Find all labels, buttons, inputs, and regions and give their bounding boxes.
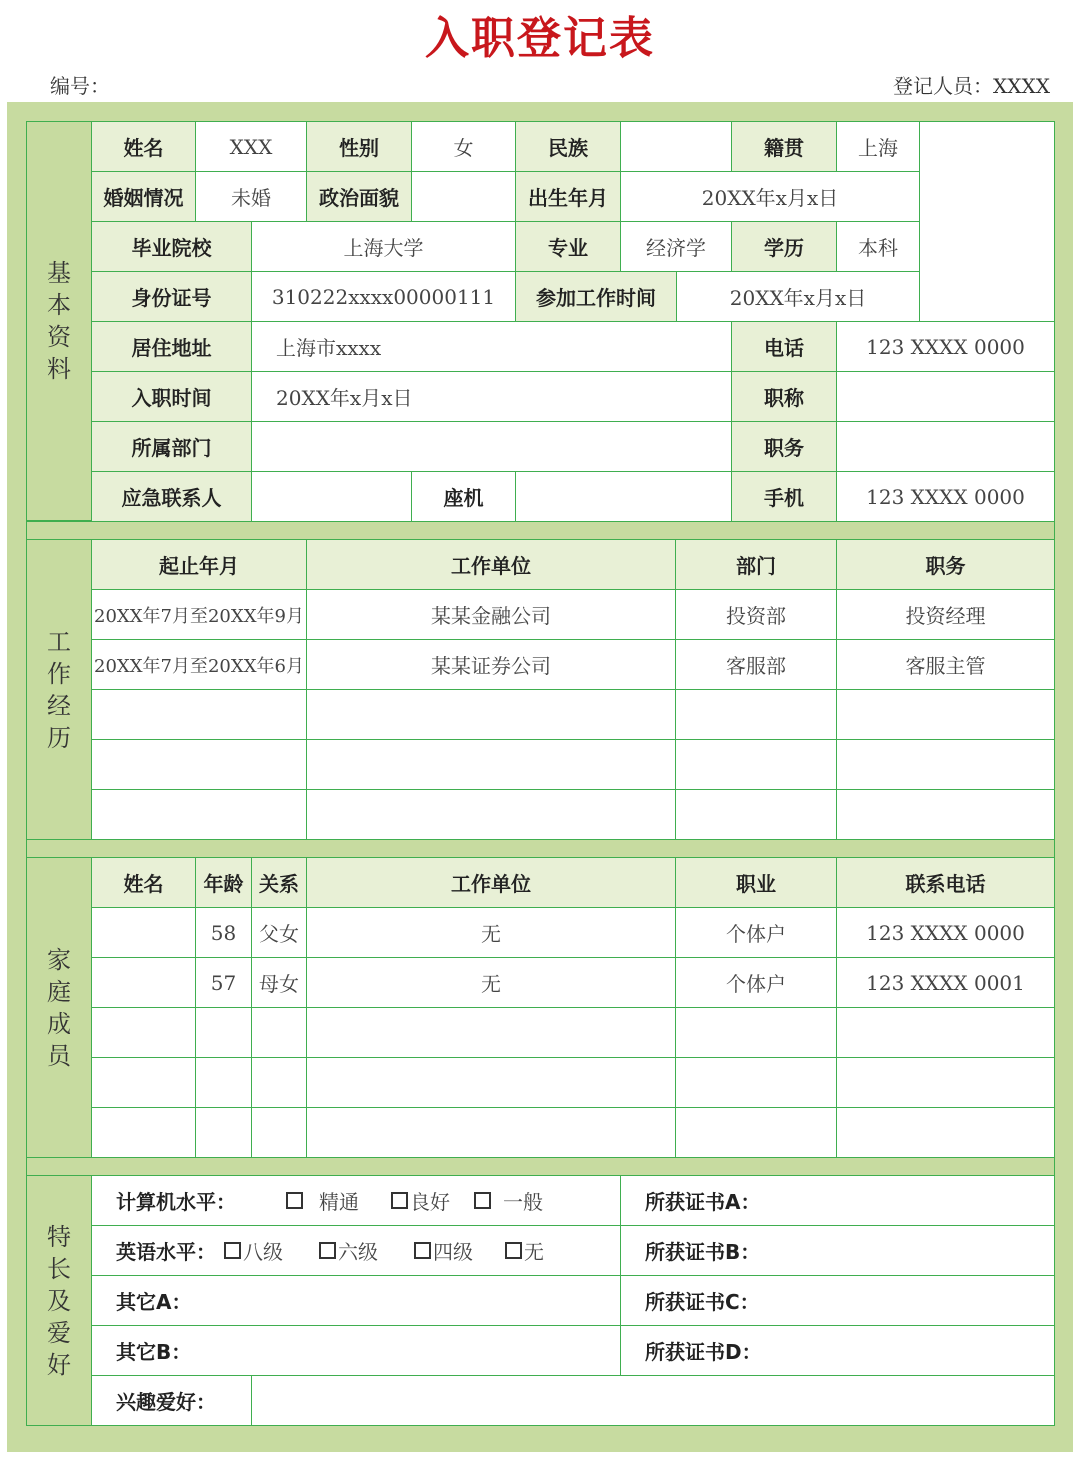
work-company[interactable]: 某某金融公司 bbox=[306, 589, 676, 640]
computer-option-average[interactable]: 一般 bbox=[474, 1186, 543, 1215]
family-name[interactable] bbox=[91, 1107, 196, 1158]
family-header-occupation: 职业 bbox=[675, 857, 837, 908]
position-label: 职务 bbox=[731, 421, 837, 472]
landline-label: 座机 bbox=[411, 471, 516, 522]
family-age[interactable] bbox=[195, 1107, 252, 1158]
mobile-label: 手机 bbox=[731, 471, 837, 522]
name-value[interactable]: XXX bbox=[195, 121, 307, 172]
work-period[interactable] bbox=[91, 789, 307, 840]
work-dept[interactable]: 客服部 bbox=[675, 639, 837, 690]
work-position[interactable] bbox=[836, 789, 1055, 840]
photo-area[interactable] bbox=[919, 121, 1055, 322]
family-company[interactable] bbox=[306, 1057, 676, 1108]
work-dept[interactable] bbox=[675, 689, 837, 740]
work-position[interactable] bbox=[836, 689, 1055, 740]
dept-value[interactable] bbox=[251, 421, 732, 472]
family-relation[interactable] bbox=[251, 1057, 307, 1108]
work-header-company: 工作单位 bbox=[306, 539, 676, 590]
family-name[interactable] bbox=[91, 907, 196, 958]
section-divider bbox=[26, 521, 1055, 540]
major-label: 专业 bbox=[515, 221, 621, 272]
family-age[interactable] bbox=[195, 1057, 252, 1108]
workstart-value[interactable]: 20XX年x月x日 bbox=[676, 271, 920, 322]
work-dept[interactable] bbox=[675, 739, 837, 790]
gender-label: 性别 bbox=[306, 121, 412, 172]
work-dept[interactable]: 投资部 bbox=[675, 589, 837, 640]
computer-option-expert[interactable]: 精通 bbox=[286, 1186, 359, 1215]
checkbox-icon[interactable] bbox=[224, 1242, 241, 1259]
family-occupation[interactable]: 个体户 bbox=[675, 907, 837, 958]
family-name[interactable] bbox=[91, 1007, 196, 1058]
native-value[interactable]: 上海 bbox=[836, 121, 920, 172]
english-level-label: 英语水平： bbox=[116, 1240, 216, 1264]
family-name[interactable] bbox=[91, 1057, 196, 1108]
checkbox-icon[interactable] bbox=[286, 1192, 303, 1209]
school-value[interactable]: 上海大学 bbox=[251, 221, 516, 272]
work-company[interactable] bbox=[306, 739, 676, 790]
emergency-label: 应急联系人 bbox=[91, 471, 252, 522]
family-company[interactable]: 无 bbox=[306, 907, 676, 958]
work-position[interactable]: 客服主管 bbox=[836, 639, 1055, 690]
landline-value[interactable] bbox=[515, 471, 732, 522]
title-value[interactable] bbox=[836, 371, 1055, 422]
family-relation[interactable]: 母女 bbox=[251, 957, 307, 1008]
computer-level-row bbox=[91, 1175, 621, 1226]
english-option-4[interactable]: 四级 bbox=[414, 1236, 473, 1265]
section-divider bbox=[26, 1157, 1055, 1176]
registrar-label: 登记人员： bbox=[893, 74, 994, 98]
english-option-6[interactable]: 六级 bbox=[319, 1236, 378, 1265]
family-company[interactable] bbox=[306, 1107, 676, 1158]
phone-value[interactable]: 123 XXXX 0000 bbox=[836, 321, 1055, 372]
registrar bbox=[893, 70, 1050, 99]
family-phone[interactable] bbox=[836, 1057, 1055, 1108]
school-label: 毕业院校 bbox=[91, 221, 252, 272]
family-company[interactable]: 无 bbox=[306, 957, 676, 1008]
id-value[interactable]: 310222xxxx00000111 bbox=[251, 271, 516, 322]
english-level-row bbox=[91, 1225, 621, 1276]
birth-label: 出生年月 bbox=[515, 171, 621, 222]
english-option-8[interactable]: 八级 bbox=[224, 1236, 283, 1265]
checkbox-icon[interactable] bbox=[505, 1242, 522, 1259]
work-company[interactable]: 某某证券公司 bbox=[306, 639, 676, 690]
family-header-phone: 联系电话 bbox=[836, 857, 1055, 908]
ethnicity-value[interactable] bbox=[620, 121, 732, 172]
address-value[interactable]: 上海市xxxx bbox=[251, 321, 732, 372]
work-position[interactable] bbox=[836, 739, 1055, 790]
family-relation[interactable]: 父女 bbox=[251, 907, 307, 958]
english-option-none[interactable]: 无 bbox=[505, 1236, 544, 1265]
work-position[interactable]: 投资经理 bbox=[836, 589, 1055, 640]
native-label: 籍贯 bbox=[731, 121, 837, 172]
political-label: 政治面貌 bbox=[306, 171, 412, 222]
family-header-relation: 关系 bbox=[251, 857, 307, 908]
family-occupation[interactable] bbox=[675, 1057, 837, 1108]
checkbox-icon[interactable] bbox=[391, 1192, 408, 1209]
entry-value[interactable]: 20XX年x月x日 bbox=[251, 371, 732, 422]
checkbox-icon[interactable] bbox=[319, 1242, 336, 1259]
other-a-row[interactable]: 其它A： bbox=[91, 1275, 621, 1326]
registrar-value: XXXX bbox=[993, 74, 1050, 98]
work-period[interactable]: 20XX年7月至20XX年9月 bbox=[91, 589, 307, 640]
computer-option-good[interactable]: 良好 bbox=[391, 1186, 450, 1215]
number-label: 编号： bbox=[50, 74, 110, 98]
work-period[interactable] bbox=[91, 689, 307, 740]
family-age[interactable] bbox=[195, 1007, 252, 1058]
section-basic: 基 本 资 料 bbox=[26, 121, 92, 521]
family-phone[interactable] bbox=[836, 1107, 1055, 1158]
political-value[interactable] bbox=[411, 171, 516, 222]
entry-label: 入职时间 bbox=[91, 371, 252, 422]
family-phone[interactable]: 123 XXXX 0000 bbox=[836, 907, 1055, 958]
other-b-row[interactable]: 其它B： bbox=[91, 1325, 621, 1376]
mobile-value[interactable]: 123 XXXX 0000 bbox=[836, 471, 1055, 522]
cert-d-row[interactable]: 所获证书D： bbox=[620, 1325, 1055, 1376]
workstart-label: 参加工作时间 bbox=[515, 271, 677, 322]
page-title: 入职登记表 bbox=[425, 13, 655, 64]
checkbox-icon[interactable] bbox=[474, 1192, 491, 1209]
family-company[interactable] bbox=[306, 1007, 676, 1058]
family-name[interactable] bbox=[91, 957, 196, 1008]
birth-value[interactable]: 20XX年x月x日 bbox=[620, 171, 920, 222]
family-age[interactable]: 57 bbox=[195, 957, 252, 1008]
cert-a-row[interactable]: 所获证书A： bbox=[620, 1175, 1055, 1226]
name-label: 姓名 bbox=[91, 121, 196, 172]
family-occupation[interactable]: 个体户 bbox=[675, 957, 837, 1008]
work-company[interactable] bbox=[306, 689, 676, 740]
cert-c-row[interactable]: 所获证书C： bbox=[620, 1275, 1055, 1326]
position-value[interactable] bbox=[836, 421, 1055, 472]
marital-label: 婚姻情况 bbox=[91, 171, 196, 222]
dept-label: 所属部门 bbox=[91, 421, 252, 472]
work-period[interactable]: 20XX年7月至20XX年6月 bbox=[91, 639, 307, 690]
id-label: 身份证号 bbox=[91, 271, 252, 322]
phone-label: 电话 bbox=[731, 321, 837, 372]
cert-b-row[interactable]: 所获证书B： bbox=[620, 1225, 1055, 1276]
computer-level-label: 计算机水平： bbox=[116, 1190, 236, 1214]
section-divider bbox=[26, 839, 1055, 858]
section-skills: 特 长 及 爱 好 bbox=[26, 1175, 92, 1426]
degree-label: 学历 bbox=[731, 221, 837, 272]
checkbox-icon[interactable] bbox=[414, 1242, 431, 1259]
hobby-value[interactable] bbox=[251, 1375, 1055, 1426]
family-occupation[interactable] bbox=[675, 1007, 837, 1058]
address-label: 居住地址 bbox=[91, 321, 252, 372]
work-dept[interactable] bbox=[675, 789, 837, 840]
family-phone[interactable] bbox=[836, 1007, 1055, 1058]
marital-value[interactable]: 未婚 bbox=[195, 171, 307, 222]
family-occupation[interactable] bbox=[675, 1107, 837, 1158]
family-header-name: 姓名 bbox=[91, 857, 196, 908]
family-age[interactable]: 58 bbox=[195, 907, 252, 958]
title-label: 职称 bbox=[731, 371, 837, 422]
ethnicity-label: 民族 bbox=[515, 121, 621, 172]
hobby-label: 兴趣爱好： bbox=[91, 1375, 252, 1426]
work-header-period: 起止年月 bbox=[91, 539, 307, 590]
degree-value[interactable]: 本科 bbox=[836, 221, 920, 272]
section-family: 家 庭 成 员 bbox=[26, 857, 92, 1158]
work-header-position: 职务 bbox=[836, 539, 1055, 590]
work-company[interactable] bbox=[306, 789, 676, 840]
section-work: 工 作 经 历 bbox=[26, 539, 92, 840]
emergency-value[interactable] bbox=[251, 471, 412, 522]
family-phone[interactable]: 123 XXXX 0001 bbox=[836, 957, 1055, 1008]
work-header-dept: 部门 bbox=[675, 539, 837, 590]
major-value[interactable]: 经济学 bbox=[620, 221, 732, 272]
work-period[interactable] bbox=[91, 739, 307, 790]
family-header-age: 年龄 bbox=[195, 857, 252, 908]
family-header-company: 工作单位 bbox=[306, 857, 676, 908]
gender-value[interactable]: 女 bbox=[411, 121, 516, 172]
family-relation[interactable] bbox=[251, 1007, 307, 1058]
family-relation[interactable] bbox=[251, 1107, 307, 1158]
